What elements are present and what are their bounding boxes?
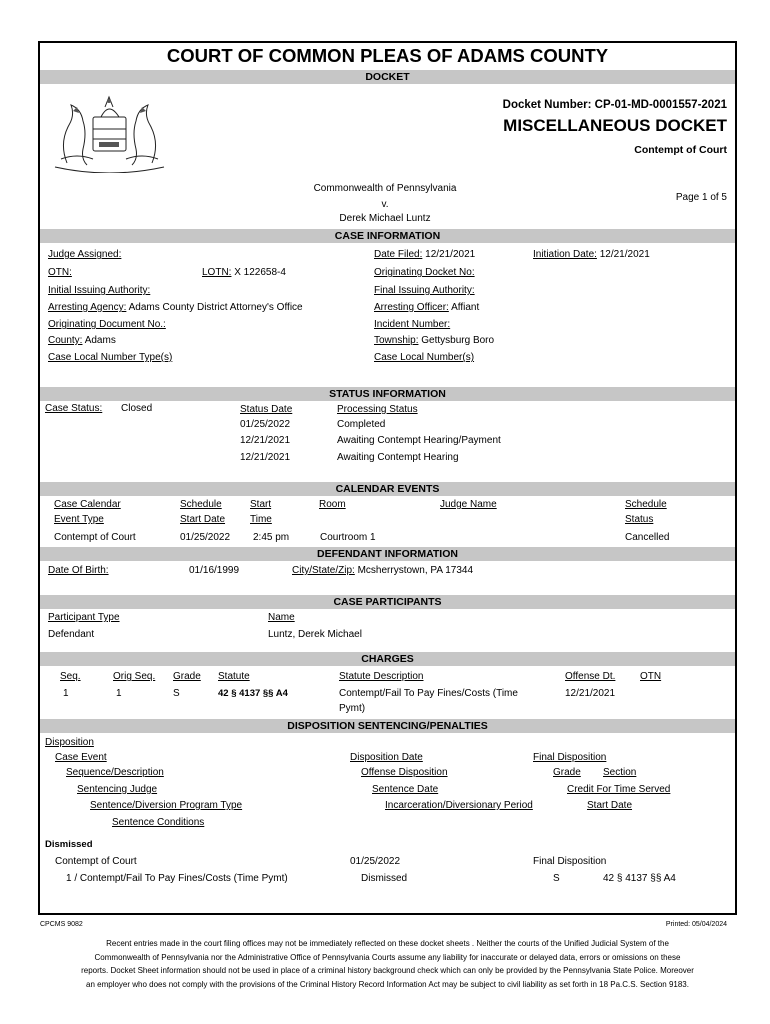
township: Township: Gettysburg Boro bbox=[374, 335, 495, 346]
arresting-officer: Arresting Officer: Affiant bbox=[374, 302, 480, 313]
page-info: Page 1 of 5 bbox=[675, 192, 727, 203]
originating-document-label: Originating Document No.: bbox=[48, 319, 166, 330]
initiation-date: Initiation Date: 12/21/2021 bbox=[533, 249, 650, 260]
participant-name: Luntz, Derek Michael bbox=[268, 629, 362, 640]
disposition-date-label: Disposition Date bbox=[350, 752, 423, 763]
pennsylvania-coat-of-arms-icon bbox=[47, 93, 172, 173]
charge-grade-header: Grade bbox=[173, 671, 201, 682]
case-participants-bar: CASE PARTICIPANTS bbox=[40, 595, 735, 609]
case-status-label: Case Status: bbox=[45, 403, 103, 414]
cal-row-room: Courtroom 1 bbox=[320, 532, 376, 543]
cal-event-header: Event Type bbox=[54, 514, 104, 525]
sentence-program-label: Sentence/Diversion Program Type bbox=[90, 800, 243, 811]
disposition-grade: S bbox=[553, 873, 560, 884]
charge-statute-header: Statute bbox=[218, 671, 250, 682]
sentencing-judge-label: Sentencing Judge bbox=[77, 784, 158, 795]
sentence-conditions-label: Sentence Conditions bbox=[112, 817, 205, 828]
status-row-status: Awaiting Contempt Hearing bbox=[337, 452, 459, 463]
seq-desc-label: Sequence/Description bbox=[66, 767, 164, 778]
charge-otn-header: OTN bbox=[640, 671, 662, 682]
final-disposition: Final Disposition bbox=[533, 856, 607, 867]
participant-name-label: Name bbox=[268, 612, 295, 623]
charge-desc-line2: Pymt) bbox=[339, 703, 366, 714]
credit-label: Credit For Time Served bbox=[567, 784, 671, 795]
charge-desc-line1: Contempt/Fail To Pay Fines/Costs (Time bbox=[339, 688, 518, 699]
cal-status-header: Status bbox=[625, 514, 654, 525]
lotn: LOTN: X 122658-4 bbox=[202, 267, 286, 278]
docket-subtype: Contempt of Court bbox=[634, 144, 727, 156]
dob: 01/16/1999 bbox=[189, 565, 240, 576]
caption-defendant: Derek Michael Luntz bbox=[339, 213, 431, 224]
charge-seq: 1 bbox=[63, 688, 69, 699]
sentence-date-label: Sentence Date bbox=[372, 784, 439, 795]
start-date-label: Start Date bbox=[587, 800, 633, 811]
dob-label: Date Of Birth: bbox=[48, 565, 109, 576]
court-title: COURT OF COMMON PLEAS OF ADAMS COUNTY bbox=[166, 45, 609, 66]
charge-orig-seq-header: Orig Seq. bbox=[113, 671, 156, 682]
initial-issuing-label: Initial Issuing Authority: bbox=[48, 285, 151, 296]
charge-statute: 42 § 4137 §§ A4 bbox=[218, 688, 288, 699]
cal-start-header: Start bbox=[250, 499, 272, 510]
disposition-section: 42 § 4137 §§ A4 bbox=[603, 873, 676, 884]
status-row-status: Completed bbox=[337, 419, 386, 430]
charge-offense-dt: 12/21/2021 bbox=[565, 688, 616, 699]
disposition-date: 01/25/2022 bbox=[350, 856, 401, 867]
cal-status-header: Schedule bbox=[625, 499, 667, 510]
disposition-charge-desc: 1 / Contempt/Fail To Pay Fines/Costs (Time Pymt) bbox=[66, 873, 288, 884]
caption-versus: v. bbox=[381, 199, 389, 210]
disposition-group: Dismissed bbox=[45, 839, 93, 850]
cal-start-header: Time bbox=[250, 514, 272, 525]
defendant-information-bar: DEFENDANT INFORMATION bbox=[40, 547, 735, 561]
participant-type: Defendant bbox=[48, 629, 95, 640]
calendar-events-bar: CALENDAR EVENTS bbox=[40, 482, 735, 496]
final-issuing-label: Final Issuing Authority: bbox=[374, 285, 475, 296]
charge-offense-dt-header: Offense Dt. bbox=[565, 671, 616, 682]
charge-desc-header: Statute Description bbox=[339, 671, 424, 682]
cal-sched-header: Schedule bbox=[180, 499, 222, 510]
final-disposition-label: Final Disposition bbox=[533, 752, 607, 763]
docket-type: MISCELLANEOUS DOCKET bbox=[503, 116, 727, 135]
judge-assigned-label: Judge Assigned: bbox=[48, 249, 122, 260]
case-local-numbers-label: Case Local Number(s) bbox=[374, 352, 475, 363]
arresting-agency: Arresting Agency: Adams County District Attorney's Office bbox=[48, 302, 303, 313]
grade-label: Grade bbox=[553, 767, 581, 778]
status-row-date: 12/21/2021 bbox=[240, 452, 291, 463]
county: County: Adams bbox=[48, 335, 116, 346]
case-information-bar: CASE INFORMATION bbox=[40, 229, 735, 243]
cal-room-header: Room bbox=[319, 499, 346, 510]
cal-row-date: 01/25/2022 bbox=[180, 532, 231, 543]
charge-seq-header: Seq. bbox=[60, 671, 81, 682]
disposition-event: Contempt of Court bbox=[55, 856, 137, 867]
status-row-date: 12/21/2021 bbox=[240, 435, 291, 446]
participant-type-label: Participant Type bbox=[48, 612, 120, 623]
disposition-label: Disposition bbox=[45, 737, 94, 748]
case-local-type-label: Case Local Number Type(s) bbox=[48, 352, 173, 363]
docket-bar: DOCKET bbox=[40, 70, 735, 84]
otn-label: OTN: bbox=[48, 267, 72, 278]
status-row-status: Awaiting Contempt Hearing/Payment bbox=[337, 435, 501, 446]
case-event-label: Case Event bbox=[55, 752, 107, 763]
cal-judge-header: Judge Name bbox=[440, 499, 497, 510]
charges-bar: CHARGES bbox=[40, 652, 735, 666]
cal-sched-header: Start Date bbox=[180, 514, 226, 525]
disclaimer: Recent entries made in the court filing offices may not be immediately reflected on these docket sheets . Neither the courts of the Unified Judicial System of the Commonwealth of Pennsylvania nor the Administrative Office of Pennsylvania Courts assume any liability for inaccurate or delayed data, errors or omissions on these reports. Docket Sheet information should not be used in place of a criminal history background check which can only be provided by the Pennsylvania State Police. Moreover an employer who does not comply with the provisions of the Criminal History Record Information Act may be subject to civil liability as set forth in 18 Pa.C.S. Section 9183. bbox=[81, 939, 694, 989]
section-label: Section bbox=[603, 767, 637, 778]
printed-date: Printed: 05/04/2024 bbox=[665, 921, 727, 928]
cal-event-header: Case Calendar bbox=[54, 499, 121, 510]
processing-status-label: Processing Status bbox=[337, 404, 418, 415]
city-state-zip: City/State/Zip: Mcsherrystown, PA 17344 bbox=[292, 565, 474, 576]
offense-disposition: Dismissed bbox=[361, 873, 408, 884]
case-status: Closed bbox=[121, 403, 153, 414]
incarceration-label: Incarceration/Diversionary Period bbox=[385, 800, 533, 811]
form-id: CPCMS 9082 bbox=[40, 921, 83, 928]
offense-disposition-label: Offense Disposition bbox=[361, 767, 448, 778]
charge-grade: S bbox=[173, 688, 180, 699]
cal-row-status: Cancelled bbox=[625, 532, 670, 543]
docket-number: Docket Number: CP-01-MD-0001557-2021 bbox=[502, 99, 727, 111]
status-date-label: Status Date bbox=[240, 404, 293, 415]
status-information-bar: STATUS INFORMATION bbox=[40, 387, 735, 401]
disposition-bar: DISPOSITION SENTENCING/PENALTIES bbox=[40, 719, 735, 733]
cal-row-time: 2:45 pm bbox=[253, 532, 290, 543]
caption-plaintiff: Commonwealth of Pennsylvania bbox=[313, 183, 457, 194]
originating-docket-label: Originating Docket No: bbox=[374, 267, 475, 278]
cal-row-event: Contempt of Court bbox=[54, 532, 136, 543]
charge-orig-seq: 1 bbox=[116, 688, 122, 699]
incident-number-label: Incident Number: bbox=[374, 319, 451, 330]
status-row-date: 01/25/2022 bbox=[240, 419, 291, 430]
date-filed: Date Filed: 12/21/2021 bbox=[374, 249, 476, 260]
